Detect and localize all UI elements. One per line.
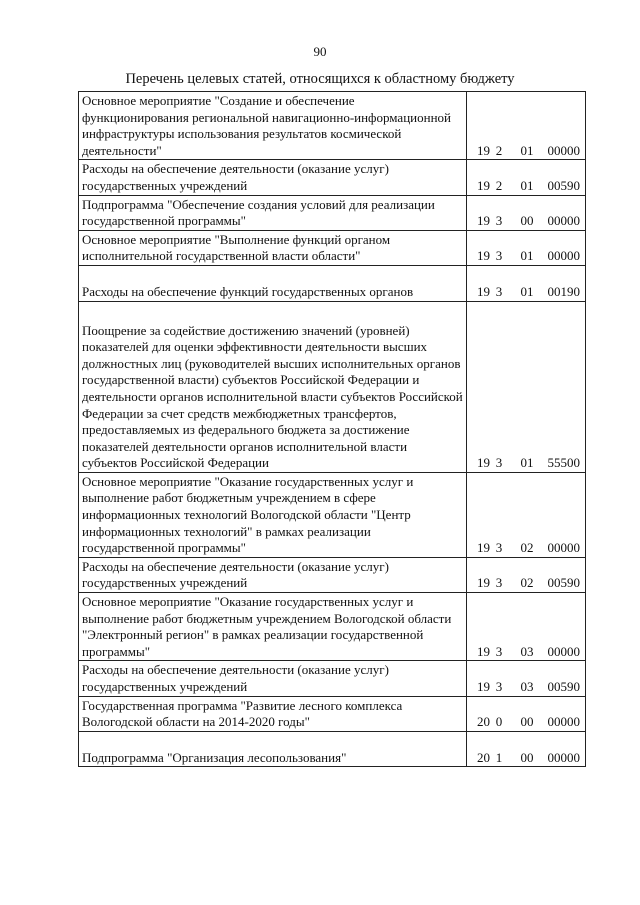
code-program: 19 — [477, 177, 490, 193]
code-program: 20 — [477, 714, 490, 730]
code-activity: 00 — [520, 213, 534, 229]
code-subprogram: 2 — [495, 177, 503, 193]
row-code — [467, 92, 586, 160]
page-number: 90 — [313, 44, 327, 59]
code-program: 19 — [477, 540, 490, 556]
code-direction: 00590 — [547, 177, 580, 193]
code-activity: 03 — [520, 643, 534, 659]
code-direction: 00000 — [547, 540, 580, 556]
row-description: Основное мероприятие "Оказание государственных услуг и выполнение работ бюджетным учреждением в сфере информационных технологий Вологодской области "Центр информационных технологий" в рамках реализации государственной программы" — [79, 472, 467, 557]
code-program: 20 — [477, 749, 490, 765]
code-program: 19 — [477, 643, 490, 659]
row-description: Государственная программа "Развитие лесного комплекса Вологодской области на 2014-2020 годы" — [79, 696, 467, 731]
row-description: Основное мероприятие "Создание и обеспечение функционирования региональной навигационно-информационной инфраструктуры использования результатов космической деятельности" — [79, 92, 467, 160]
target-articles-table — [78, 91, 586, 767]
row-code — [467, 696, 586, 731]
table-row — [79, 557, 586, 592]
row-description: Расходы на обеспечение деятельности (оказание услуг) государственных учреждений — [79, 661, 467, 696]
table-row — [79, 92, 586, 160]
code-subprogram: 0 — [495, 714, 503, 730]
code-activity: 02 — [520, 575, 534, 591]
code-activity: 01 — [520, 248, 534, 264]
code-program: 19 — [477, 575, 490, 591]
code-program: 19 — [477, 679, 490, 694]
code-subprogram: 3 — [495, 248, 503, 264]
row-code — [467, 661, 586, 696]
row-description: Основное мероприятие "Выполнение функций органом исполнительной государственной власти области" — [79, 230, 467, 265]
row-code — [467, 472, 586, 557]
table-row — [79, 160, 586, 195]
table-row — [79, 265, 586, 301]
code-activity: 01 — [520, 177, 534, 193]
row-description: Поощрение за содействие достижению значений (уровней) показателей для оценки эффективности деятельности высших должностных лиц (руководителей высших исполнительных органов государственной власти) субъектов Российской Федерации и деятельности органов исполнительной власти субъектов Российской Федерации за счет средств межбюджетных трансфертов, предоставляемых из федерального бюджета за достижение показателей деятельности органов исполнительной власти субъектов Российской Федерации — [79, 301, 467, 472]
code-program: 19 — [477, 248, 490, 264]
code-program: 19 — [477, 142, 490, 158]
row-code — [467, 557, 586, 592]
code-activity: 01 — [520, 142, 534, 158]
row-description: Основное мероприятие "Оказание государственных услуг и выполнение работ бюджетным учреждением Вологодской области "Электронный регион" в рамках реализации государственной программы" — [79, 593, 467, 661]
row-description: Расходы на обеспечение деятельности (оказание услуг) государственных учреждений — [79, 160, 467, 195]
code-subprogram: 3 — [495, 540, 503, 556]
code-direction: 00000 — [547, 749, 580, 765]
code-direction: 00000 — [547, 248, 580, 264]
code-direction: 00000 — [547, 714, 580, 730]
table-row — [79, 661, 586, 696]
row-code — [467, 593, 586, 661]
row-code — [467, 230, 586, 265]
code-program: 19 — [477, 213, 490, 229]
code-subprogram: 3 — [495, 643, 503, 659]
code-direction: 00000 — [547, 643, 580, 659]
document-title: Перечень целевых статей, относящихся к областному бюджету — [125, 71, 515, 87]
code-program: 19 — [477, 283, 490, 299]
code-activity: 03 — [520, 679, 534, 694]
code-direction: 00000 — [547, 142, 580, 158]
table-row — [79, 230, 586, 265]
code-program: 19 — [477, 455, 490, 471]
code-activity: 01 — [520, 455, 534, 471]
row-code — [467, 731, 586, 767]
code-subprogram: 3 — [495, 575, 503, 591]
code-subprogram: 3 — [495, 455, 503, 471]
row-code — [467, 301, 586, 472]
code-subprogram: 2 — [495, 142, 503, 158]
code-direction: 00590 — [547, 575, 580, 591]
code-direction: 00590 — [547, 679, 580, 694]
code-activity: 02 — [520, 540, 534, 556]
code-subprogram: 3 — [495, 283, 503, 299]
row-code — [467, 160, 586, 195]
row-description: Подпрограмма "Организация лесопользования" — [79, 731, 467, 767]
row-code — [467, 195, 586, 230]
table-row — [79, 195, 586, 230]
code-subprogram: 1 — [495, 749, 503, 765]
code-subprogram: 3 — [495, 213, 503, 229]
code-activity: 01 — [520, 283, 534, 299]
row-description: Расходы на обеспечение функций государственных органов — [79, 265, 467, 301]
code-direction: 00190 — [547, 283, 580, 299]
table-row — [79, 731, 586, 767]
row-code — [467, 265, 586, 301]
code-subprogram: 3 — [495, 679, 503, 694]
row-description: Подпрограмма "Обеспечение создания условий для реализации государственной программы" — [79, 195, 467, 230]
code-activity: 00 — [520, 714, 534, 730]
table-row — [79, 472, 586, 557]
code-activity: 00 — [520, 749, 534, 765]
code-direction: 55500 — [547, 455, 580, 471]
table-row — [79, 593, 586, 661]
table-row — [79, 301, 586, 472]
table-row — [79, 696, 586, 731]
row-description: Расходы на обеспечение деятельности (оказание услуг) государственных учреждений — [79, 557, 467, 592]
code-direction: 00000 — [547, 213, 580, 229]
